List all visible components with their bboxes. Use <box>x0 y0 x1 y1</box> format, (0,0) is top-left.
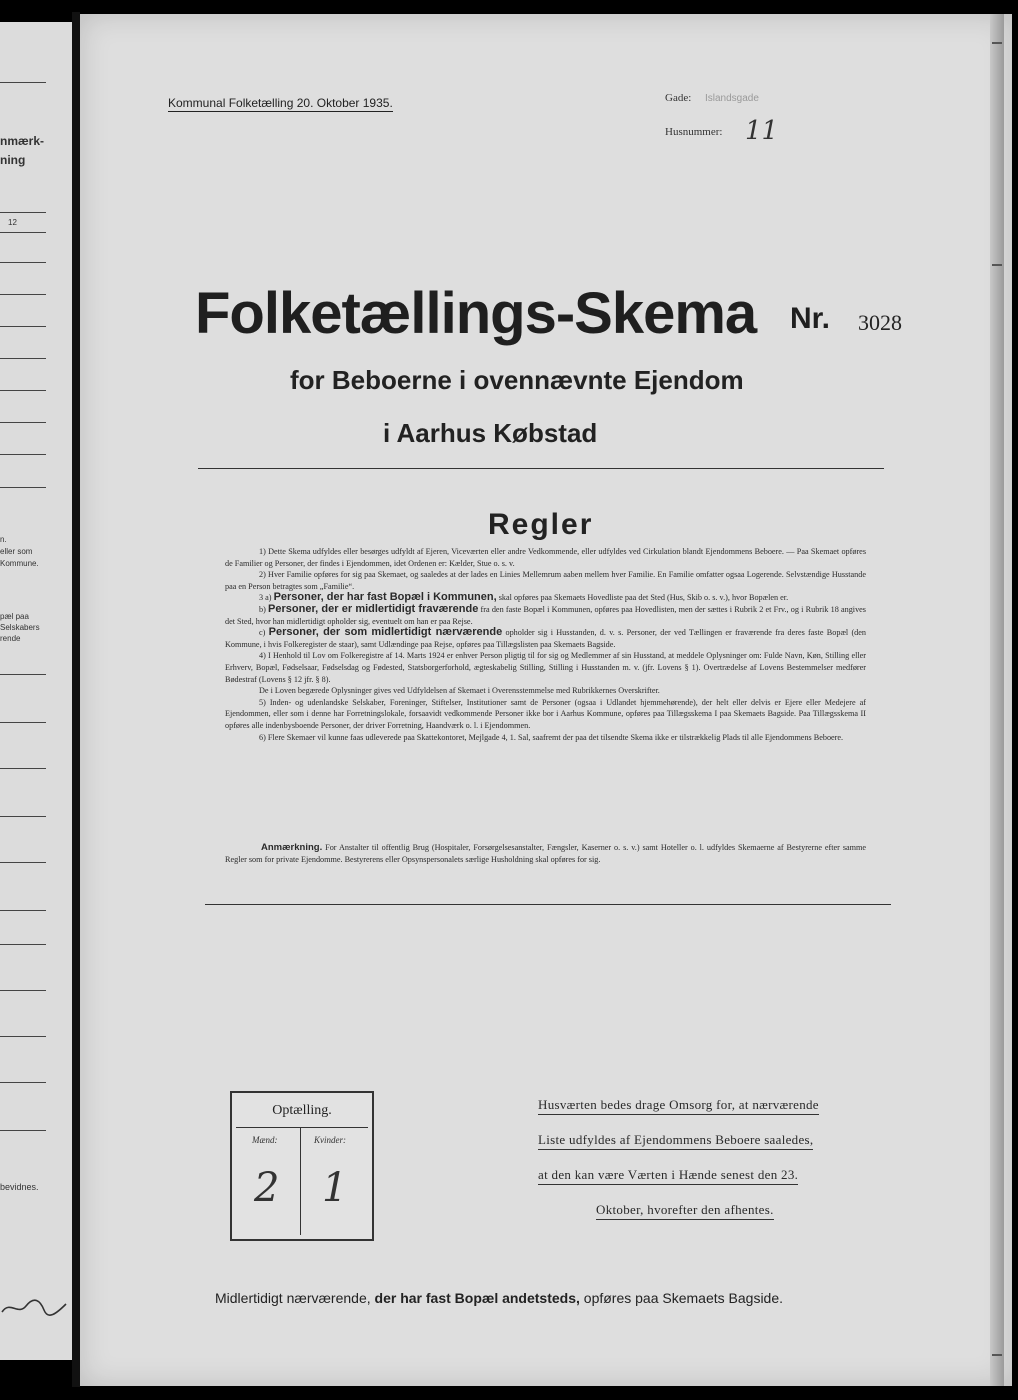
signature-fragment <box>0 1292 70 1322</box>
rules-body <box>225 546 866 743</box>
rule-6: 6) Flere Skemaer vil kunne faas udleverede paa Skattekontoret, Mejlgade 4, 1. Sal, saafremt der paa det tilsendte Skema ikke er tilstrækkelig Plads til alle Ejendommens Beboere. <box>259 732 844 742</box>
form-title: Folketællings-Skema <box>195 281 757 346</box>
rule-3a: 3 a) Personer, der har fast Bopæl i Kommunen, skal opføres paa Skemaets Hovedliste paa det Sted (Hus, Skib o. s. v.), hvor Bopælen er. <box>259 591 789 604</box>
street-label: Gade: <box>665 92 692 104</box>
page-edge <box>990 14 1004 1386</box>
left-page-strip <box>0 22 72 1360</box>
rule-3c: c) Personer, der som midlertidigt nærværende opholder sig i Husstanden, d. v. s. Personer, der ved Tællingen er fraværende fra deres faste Bopæl (den Kommune, i hvis Folkeregister de staar), samt Udlændinge paa Rejse, opføres paa Tillægslisten paa Skemaets Bagside. <box>225 626 867 649</box>
subtitle-city: i Aarhus Købstad <box>383 418 598 448</box>
remark-label: Anmærkning. <box>261 842 323 853</box>
form-number-label: Nr. <box>790 302 831 335</box>
count-box-title: Optælling. <box>272 1103 332 1118</box>
book-gutter <box>72 12 80 1387</box>
left-fragment: ning <box>0 153 26 167</box>
rule-4: 4) I Henhold til Lov om Folkeregistre af 14. Marts 1924 er enhver Person pligtig til for sig og Medlemmer af sin Husstand, at meddele Oplysninger om: Fulde Navn, Køn, Stilling eller Erhverv, Bopæl, Fødselsaar, Fødselsdag og Fødested, Statsborgerforhold, ægteskabelig Stilling, Stilling i Husstanden m. v. (jfr. Lovens § 1). Overtrædelse af Lovens Bestemmelser medfører Bødestraf (Lovens § 12 jfr. § 8). <box>225 651 866 684</box>
left-fragment: Kommune. <box>0 559 39 568</box>
street-value: Islandsgade <box>705 93 759 104</box>
left-fragment: pæl paa <box>0 612 29 621</box>
notice-line: Husværten bedes drage Omsorg for, at nærværende <box>538 1097 819 1115</box>
left-fragment: bevidnes. <box>0 1182 39 1192</box>
rule-2: 2) Hver Familie opføres for sig paa Skemaet, og saaledes at der lades en Linies Mellemrum aaben mellem hver Familie. En Familie omfatter ogsaa Logerende. Selvstændige Husstande paa en Person betragtes som „Familie“. <box>225 570 866 591</box>
form-number-value: 3028 <box>858 310 902 335</box>
census-header: Kommunal Folketælling 20. Oktober 1935. <box>168 96 393 110</box>
men-count: 2 <box>254 1165 280 1211</box>
left-fragment: Selskabers <box>0 623 40 632</box>
divider <box>198 468 884 469</box>
rule-4b: De i Loven begærede Oplysninger gives ved Udfyldelsen af Skemaet i Overensstemmelse med Rubrikkernes Overskrifter. <box>259 686 660 696</box>
remark-text: For Anstalter til offentlig Brug (Hospitaler, Forsørgelsesanstalter, Fængsler, Kaserner o. s. v.) samt Hoteller o. l. udfyldes Skemaerne af Bestyrerne efter samme Regler som for private Ejendomme. Bestyrerens eller Opsynspersonalets særlige Husholdning skal opføres for sig. <box>225 843 867 864</box>
remark <box>225 842 866 865</box>
left-fragment: 12 <box>8 218 17 227</box>
left-fragment: n. <box>0 535 7 544</box>
notice-line: at den kan være Værten i Hænde senest den 23. <box>538 1167 798 1185</box>
notice-line: Oktober, hvorefter den afhentes. <box>596 1202 774 1220</box>
left-fragment: nmærk- <box>0 134 45 148</box>
left-fragment: rende <box>0 634 21 643</box>
women-count: 1 <box>322 1165 348 1211</box>
men-label: Mænd: <box>252 1135 278 1145</box>
rules-heading: Regler <box>488 508 594 541</box>
count-box <box>230 1091 374 1241</box>
notice-line: Liste udfyldes af Ejendommens Beboere saaledes, <box>538 1132 813 1150</box>
rule-5: 5) Inden- og udenlandske Selskaber, Foreninger, Stiftelser, Institutioner samt de Personer (ogsaa i Udlandet hjemmehørende), der helt eller delvis er Ejere eller Medejere af Ejendommen, eller som i denne har Forretningslokale, forsaavidt vedkommende Personer ikke bor i Aarhus Kommune, opføres paa Tillægsskema I paa Skemaets Bagside. Paa Tillægsskema II opføres alle indenbysboende Personer, der driver Forretning, Haandværk o. l. i Ejendommen. <box>225 697 866 730</box>
rule-1: 1) Dette Skema udfyldes eller besørges udfyldt af Ejeren, Viceværten eller andre Vedkommende, eller udfyldes ved Cirkulation blandt Ejendommens Beboere. — Paa Skemaet opføres de Familier og Personer, der findes i Ejendommen, idet Ordenen er: Kælder, Stue o. s. v. <box>225 547 866 568</box>
house-number-label: Husnummer: <box>665 126 723 138</box>
women-label: Kvinder: <box>314 1135 346 1145</box>
house-number-value: 11 <box>745 116 779 146</box>
left-fragment: eller som <box>0 547 33 556</box>
subtitle-residents: for Beboerne i ovennævnte Ejendom <box>290 365 744 395</box>
rule-3b: b) Personer, der er midlertidigt fraværende fra den faste Bopæl i Kommunen, opføres paa Hovedlisten, men der sættes i Rubrik 2 et Frv., og i Rubrik 18 angives det Sted, hvor han midlertidigt opholder sig, eventuelt om han er paa Rejse. <box>225 602 866 626</box>
divider <box>205 904 891 905</box>
footer-note: Midlertidigt nærværende, der har fast Bopæl andetsteds, opføres paa Skemaets Bagside. <box>215 1290 784 1306</box>
